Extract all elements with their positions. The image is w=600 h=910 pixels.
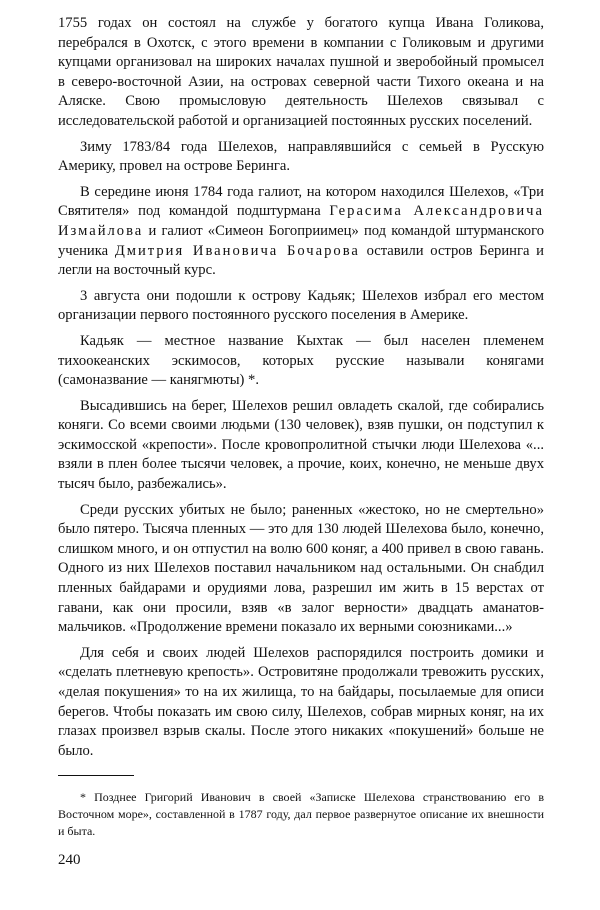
paragraph-3-part-2: и галиот «Симеон Богоприимец» под командой штурманского ученика (58, 222, 544, 259)
paragraph-1: 1755 годах он состоял на службе у богатого купца Ивана Голикова, перебрался в Охотск, с этого времени в компании с Голиковым и другими купцами организовал на широких началах пушной и зверобойный промысел в северо-восточной Азии, на островах северной части Тихого океана и на Аляске. Свою промысловую деятельность Шелехов связывал с исследовательской работой и организацией постоянных русских поселений. (58, 15, 544, 129)
paragraph-3-part-1: В середине июня 1784 года галиот, на котором находился Шелехов, «Три Святителя» под командой подштурмана (58, 183, 544, 220)
paragraph-3 (58, 183, 544, 281)
paragraph-5: Кадьяк — местное название Кыхтак — был населен племенем тихоокеанских эскимосов, которых русские называли конягами (самоназвание — канягмюты) *. (58, 332, 544, 389)
footnote: * Позднее Григорий Иванович в своей «Записке Шелехова странствованию его в Восточном море», составленной в 1787 году, дал первое развернутое описание их внешности и быта. (58, 790, 544, 838)
name-izmailov: Герасима Александровича Измайлова (58, 203, 544, 239)
paragraph-8: Для себя и своих людей Шелехов распорядился построить домики и «сделать плетневую крепость». Островитяне продолжали тревожить русских, «делая покушения» то на их жилища, то на байдары, посылаемые для описи берегов. Чтобы показать им свою силу, Шелехов, собрав мирных коняг, на их глазах произвел взрыв скалы. После этого никаких «покушений» больше не было. (58, 644, 544, 759)
paragraph-6: Высадившись на берег, Шелехов решил овладеть скалой, где собирались коняги. Со всеми своими людьми (130 человек), взяв пушки, он подступил к эскимосской «крепости». После кровопролитной стычки люди Шелехова «... взяли в плен более тысячи человек, а прочие, коих, конечно, не меньше двух тысяч было, разбежались». (58, 397, 544, 493)
paragraph-4: 3 августа они подошли к острову Кадьяк; Шелехов избрал его местом организации первого постоянного русского поселения в Америке. (58, 287, 544, 324)
name-bocharov: Дмитрия Ивановича Бочарова (114, 242, 360, 259)
footnote-divider (58, 775, 134, 776)
paragraph-3-part-3: оставили остров Беринга и легли на восточный курс. (58, 242, 544, 279)
page-number: 240 (58, 852, 81, 868)
paragraph-2: Зиму 1783/84 года Шелехов, направлявшийся с семьей в Русскую Америку, провел на острове Беринга. (58, 138, 544, 175)
page-body (58, 14, 544, 767)
paragraph-7: Среди русских убитых не было; раненных «жестоко, но не смертельно» было пятеро. Тысяча пленных — это для 130 людей Шелехова было, конечно, слишком много, и он отпустил на волю 600 коняг, а 400 привел в свою гавань. Одного из них Шелехов поставил начальником над остальными. Он снабдил пленных байдарами и орудиями лова, разрешил им жить в 15 верстах от гавани, как они просили, взяв «в залог верности» двадцать аманатов-мальчиков. «Продолжение времени показало их верными союзниками...» (58, 501, 544, 636)
